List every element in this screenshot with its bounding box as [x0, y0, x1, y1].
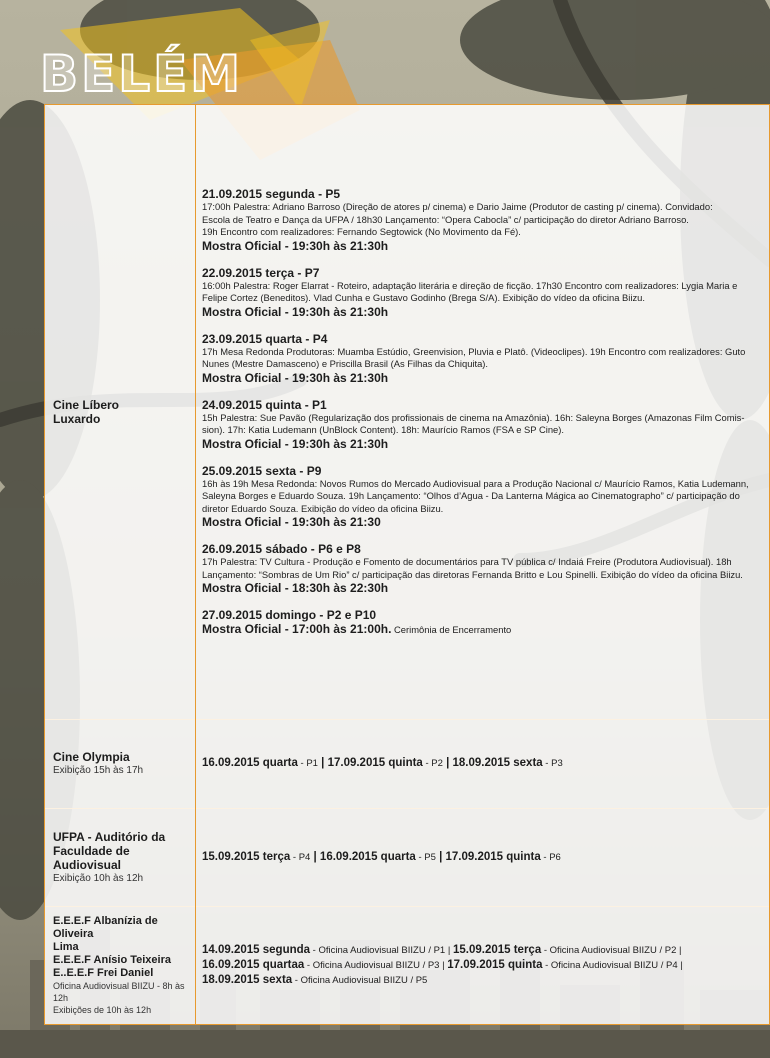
schedule-date: 16.09.2015 quartaa: [202, 958, 305, 971]
schedule-date: 15.09.2015 terça: [452, 943, 542, 956]
day-heading: 27.09.2015 domingo - P2 e P10: [202, 608, 377, 622]
schedule-line-1: [202, 943, 759, 958]
schedule-note: - P2: [422, 758, 443, 769]
schedule-note: - Oficina Audiovisual BIIZU / P5: [292, 974, 428, 986]
venue-cell: [44, 906, 196, 1024]
day-heading: 22.09.2015 terça - P7: [202, 265, 320, 280]
mostra-text: Mostra Oficial - 19:30h às 21:30h: [202, 238, 389, 253]
mostra-text: Mostra Oficial - 18:30h às 22:30h: [202, 581, 389, 595]
day-block: [202, 464, 759, 530]
mostra-text: Mostra Oficial - 19:30h às 21:30h: [202, 370, 389, 385]
day-heading: 24.09.2015 quinta - P1: [202, 397, 327, 412]
mostra-text: Mostra Oficial - 19:30h às 21:30h: [202, 304, 389, 319]
day-block: [202, 332, 759, 385]
day-description: Felipe Cortez (Beneditos). Vlad Cunha e Gustavo Godinho (Brega S/A). Exibição do vídeo da oficina Biizu.: [202, 292, 645, 303]
venue-name-line2: Luxardo: [53, 412, 101, 426]
venue-name-bold: UFPA: [53, 829, 85, 844]
day-description: 17:00h Palestra: Adriano Barroso (Direção de atores p/ cinema) e Dario Jaime (Produtor de casting p/ cinema). Convidado:: [202, 201, 713, 212]
mostra-oficial-time: [202, 581, 759, 595]
day-heading: 26.09.2015 sábado - P6 e P8: [202, 542, 361, 556]
separator: |: [310, 850, 320, 863]
day-description: 16:00h Palestra: Roger Elarrat - Roteiro, adaptação literária e direção de ficção. 17h30 Encontro com realizadores: Lygia Maria e: [202, 279, 738, 291]
mostra-oficial-time: [202, 437, 759, 451]
venue-row-cine-libero: [44, 105, 770, 720]
venue-schedule: [196, 719, 770, 808]
separator: |: [435, 850, 446, 863]
venue-cell: [44, 105, 196, 719]
schools-subtitle-1: Oficina Audiovisual BIIZU - 8h às 12h: [53, 980, 185, 1003]
schedule-note: - Oficina Audiovisual BIIZU / P1 |: [310, 944, 453, 956]
day-description: 17h Mesa Redonda Produtoras: Muamba Estúdio, Greenvision, Pluvia e Platô. (Videoclipes). 19h Encontro com realizadores: Guto: [202, 345, 746, 357]
day-heading: 25.09.2015 sexta - P9: [202, 463, 322, 478]
day-description: 15h Palestra: Sue Pavão (Regularização dos profissionais de cinema na Amazônia). 16h: Saleyna Borges (Amazonas Film Comis-: [202, 411, 745, 423]
schedule-line: [202, 850, 759, 865]
schedule-line-2: [202, 958, 759, 973]
day-block: [202, 398, 759, 451]
day-description: Nunes (Mestre Damasceno) e Priscilla Brasil (As Filhas da Chiquita).: [202, 358, 489, 369]
schedule-date: 17.09.2015 quinta: [327, 757, 423, 769]
venue-row-ufpa: [44, 808, 770, 907]
day-description: Saleyna Borges e Eduardo Souza. 19h Lançamento: “Olhos d’Agua - Da Lanterna Mágica ao Cinematographo” c/ participação do: [202, 490, 740, 501]
schedule-note: - P1: [297, 758, 318, 769]
venue-subtitle: Exibição 15h às 17h: [53, 765, 144, 776]
venue-row-cine-olympia: [44, 719, 770, 809]
schedule-date: 18.09.2015 sexta: [452, 757, 543, 769]
day-block: [202, 266, 759, 319]
school-name-1: E.E.E.F Albanízia de Oliveira: [53, 914, 158, 940]
school-name-1b: Lima: [53, 940, 79, 953]
schedule-line: [202, 756, 759, 771]
school-name-3: E..E.E.F Frei Daniel: [53, 966, 154, 979]
venue-name: Cine Olympia: [53, 750, 130, 764]
schedule-date: 14.09.2015 segunda: [202, 943, 311, 956]
schedule-note: - Oficina Audiovisual BIIZU / P4 |: [542, 959, 683, 971]
schedule-note: - Oficina Audiovisual BIIZU / P3 |: [304, 959, 448, 971]
venue-name-line1: Cine Líbero: [53, 398, 120, 412]
page-title: BELÉM: [40, 45, 244, 103]
day-description: sion). 17h: Katia Ludemann (UnBlock Content). 18h: Maurício Ramos (FSA e SP Cine).: [202, 424, 564, 435]
schedule-line-3: [202, 973, 759, 988]
day-description: Escola de Teatro e Dança da UFPA / 18h30 Lançamento: “Opera Cabocla” c/ participação do diretor Adriano Barroso.: [202, 213, 689, 225]
day-description: 17h Palestra: TV Cultura - Produção e Fomento de documentários para TV pública c/ Indaiá Freire (Produtora Audiovisual). 18h: [202, 556, 732, 567]
schedule-date: 18.09.2015 sexta: [202, 973, 293, 986]
mostra-text: Mostra Oficial - 17:00h às 21:00h.: [202, 622, 392, 636]
school-name-2: E.E.E.F Anísio Teixeira: [53, 953, 171, 966]
mostra-oficial-time: [202, 239, 759, 253]
schedule-note: - P4: [290, 851, 311, 863]
day-heading: 21.09.2015 segunda - P5: [202, 187, 341, 201]
schools-subtitle-2: Exibições de 10h às 12h: [53, 1004, 152, 1015]
mostra-text: Mostra Oficial - 19:30h às 21:30h: [202, 436, 389, 451]
day-description: 16h às 19h Mesa Redonda: Novos Rumos do Mercado Audiovisual para a Produção Nacional c/ Maurício Ramos, Katia Ludemann,: [202, 477, 749, 489]
mostra-oficial-time: [202, 371, 759, 385]
venue-subtitle: Exibição 10h às 12h: [53, 872, 144, 884]
venue-row-schools: [44, 906, 770, 1025]
schedule-note: - P6: [540, 851, 561, 863]
mostra-oficial-time: [202, 515, 759, 529]
schedule-date: 16.09.2015 quarta: [319, 850, 416, 863]
venue-name-line2: Faculdade de Audiovisual: [53, 843, 130, 872]
mostra-oficial-time: [202, 622, 759, 637]
separator: |: [442, 757, 453, 769]
day-description: 19h Encontro com realizadores: Fernando Segtowick (No Movimento da Fé).: [202, 226, 521, 237]
mostra-oficial-time: [202, 305, 759, 319]
venue-schedule: [196, 105, 770, 719]
schedule-date: 16.09.2015 quarta: [202, 757, 298, 769]
schedule-date: 15.09.2015 terça: [202, 850, 291, 863]
schedule-table: [44, 104, 770, 1025]
schedule-note: - Oficina Audiovisual BIIZU / P2 |: [541, 944, 682, 956]
mostra-tail: Cerimônia de Encerramento: [391, 624, 512, 635]
day-block: [202, 187, 759, 253]
venue-schedule: [196, 906, 770, 1024]
mostra-text: Mostra Oficial - 19:30h às 21:30: [202, 515, 381, 529]
venue-name-rest: - Auditório da: [84, 829, 166, 844]
day-block: [202, 542, 759, 595]
day-heading: 23.09.2015 quarta - P4: [202, 331, 328, 346]
separator: |: [317, 757, 328, 769]
venue-name-line1: [53, 830, 195, 844]
day-block: [202, 608, 759, 637]
schedule-date: 17.09.2015 quinta: [447, 958, 543, 971]
schedule-date: 17.09.2015 quinta: [445, 850, 541, 863]
schedule-note: - P3: [542, 758, 563, 769]
venue-schedule: [196, 808, 770, 906]
schedule-note: - P5: [415, 851, 436, 863]
day-description: diretor Eduardo Souza. Exibição do vídeo da oficina Biizu.: [202, 502, 444, 514]
day-description: Lançamento: “Sombras de Um Rio” c/ participação das diretoras Fernanda Britto e Lou Spinelli. Exibição do vídeo da oficina Biizu.: [202, 568, 743, 580]
venue-cell: [44, 808, 196, 906]
venue-cell: [44, 719, 196, 808]
